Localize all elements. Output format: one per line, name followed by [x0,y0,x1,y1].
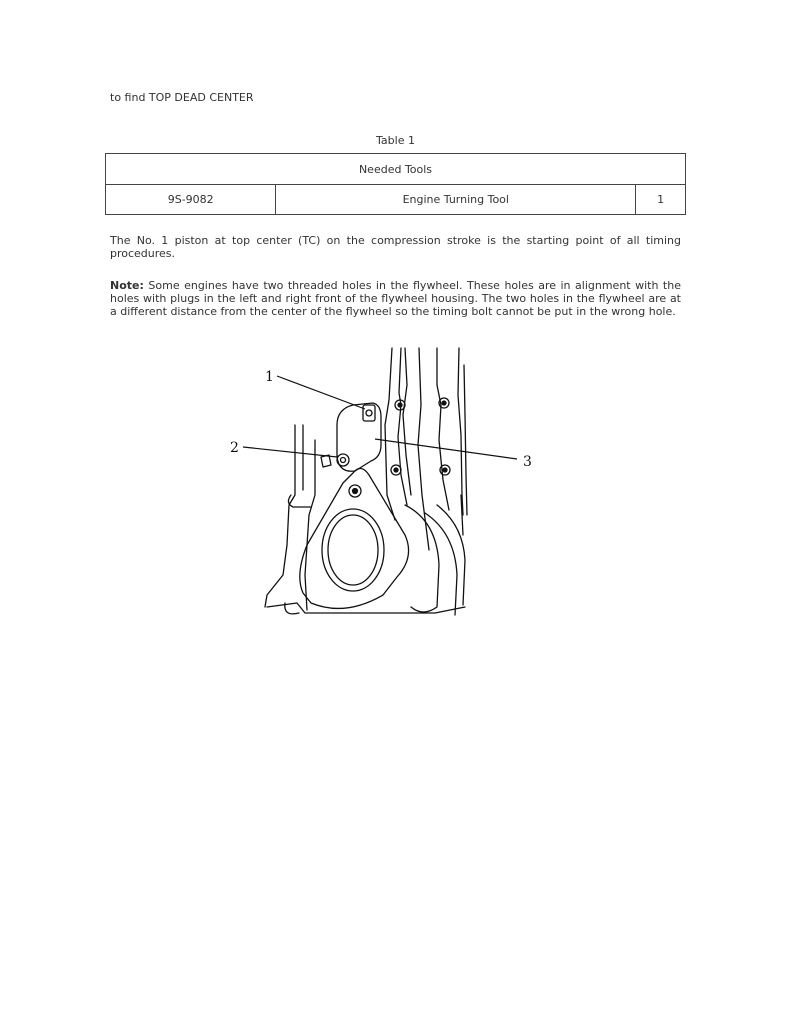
timing-paragraph: The No. 1 piston at top center (TC) on the compression stroke is the starting point of all timing procedures. [110,234,681,260]
description-cell: Engine Turning Tool [276,185,636,215]
note-label: Note: [110,279,144,292]
table-header: Needed Tools [106,154,686,185]
table-header-row [106,154,686,185]
callout-label: 3 [523,454,532,470]
callout-label: 1 [265,369,274,385]
flywheel-housing-illustration [225,345,545,625]
note-paragraph [110,279,681,318]
needed-tools-table [105,153,686,215]
quantity-cell: 1 [636,185,686,215]
section-heading: to find TOP DEAD CENTER [110,91,254,104]
part-number-cell: 9S-9082 [106,185,276,215]
note-text: Some engines have two threaded holes in the flywheel. These holes are in alignment with the holes with plugs in the left and right front of the flywheel housing. The two holes in the flywheel are at a different distance from the center of the flywheel so the timing bolt cannot be put in the wrong hole. [110,279,681,318]
table-row [106,185,686,215]
table-caption: Table 1 [376,134,415,147]
callout-label: 2 [230,440,239,456]
